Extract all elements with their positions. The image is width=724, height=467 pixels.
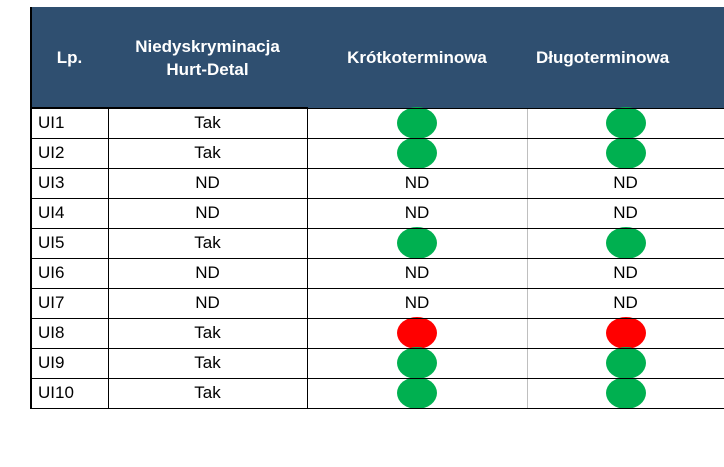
cell-lp: UI8 <box>38 323 65 342</box>
cell-dlugo <box>527 378 724 408</box>
cell-nied: Tak <box>194 383 221 402</box>
grid-hline <box>30 138 308 139</box>
status-green-dot-icon <box>397 377 437 409</box>
cell-dlugo <box>527 138 724 168</box>
cell-dlugo <box>527 228 724 258</box>
cell-krotko <box>307 318 527 348</box>
cell-krotko <box>307 348 527 378</box>
header-krotkoterminowa: Krótkoterminowa <box>347 48 487 67</box>
grid-hline <box>30 348 308 349</box>
grid-hline <box>30 258 308 259</box>
grid-hline <box>308 258 724 259</box>
status-green-dot-icon <box>606 107 646 139</box>
cell-krotko <box>307 138 527 168</box>
cell-krotko <box>307 108 527 138</box>
cell-dlugo <box>527 108 724 138</box>
cell-krotko <box>307 228 527 258</box>
cell-krotko <box>307 378 527 408</box>
cell-nied: ND <box>195 173 220 192</box>
status-green-dot-icon <box>397 137 437 169</box>
cell-nied: ND <box>195 293 220 312</box>
grid-hline <box>30 168 308 169</box>
status-red-dot-icon <box>397 317 437 349</box>
cell-lp: UI2 <box>38 143 65 162</box>
grid-hline <box>308 318 724 319</box>
cell-dlugo: ND <box>613 203 638 222</box>
grid-hline <box>308 288 724 289</box>
header-niedyskryminacja-line2: Hurt-Detal <box>166 59 249 79</box>
cell-nied: Tak <box>194 113 221 132</box>
grid-hline <box>308 108 724 109</box>
cell-nied: Tak <box>194 353 221 372</box>
cell-lp: UI7 <box>38 293 65 312</box>
header-dlugoterminowa: Długoterminowa <box>536 48 670 67</box>
cell-dlugo: ND <box>613 173 638 192</box>
cell-lp: UI4 <box>38 203 65 222</box>
cell-nied: Tak <box>194 323 221 342</box>
cell-lp: UI5 <box>38 233 65 252</box>
cell-krotko: ND <box>404 293 430 312</box>
cell-lp: UI9 <box>38 353 65 372</box>
grid-hline <box>30 107 308 109</box>
status-red-dot-icon <box>606 317 646 349</box>
status-green-dot-icon <box>397 107 437 139</box>
status-green-dot-icon <box>606 377 646 409</box>
grid-hline <box>308 168 724 169</box>
grid-hline <box>308 198 724 199</box>
grid-hline <box>30 228 308 229</box>
grid-hline <box>30 288 308 289</box>
cell-dlugo <box>527 348 724 378</box>
status-green-dot-icon <box>606 227 646 259</box>
cell-lp: UI6 <box>38 263 65 282</box>
cell-krotko: ND <box>404 263 430 282</box>
cell-nied: Tak <box>194 143 221 162</box>
grid-hline <box>30 378 308 379</box>
grid-hline <box>30 408 308 409</box>
cell-krotko: ND <box>404 203 430 222</box>
header-niedyskryminacja <box>108 7 307 108</box>
grid-hline <box>308 408 724 409</box>
cell-dlugo <box>527 318 724 348</box>
cell-lp: UI3 <box>38 173 65 192</box>
grid-hline <box>30 198 308 199</box>
status-green-dot-icon <box>606 137 646 169</box>
cell-krotko: ND <box>404 173 430 192</box>
grid-hline <box>308 228 724 229</box>
cell-lp: UI1 <box>38 113 65 132</box>
grid-hline <box>308 138 724 139</box>
status-green-dot-icon <box>397 227 437 259</box>
status-green-dot-icon <box>397 347 437 379</box>
cell-nied: ND <box>195 203 220 222</box>
status-green-dot-icon <box>606 347 646 379</box>
cell-dlugo: ND <box>613 263 638 282</box>
grid-hline <box>308 348 724 349</box>
cell-nied: ND <box>195 263 220 282</box>
grid-hline <box>308 378 724 379</box>
cell-nied: Tak <box>194 233 221 252</box>
cell-dlugo: ND <box>613 293 638 312</box>
grid-hline <box>30 318 308 319</box>
header-lp: Lp. <box>56 48 83 67</box>
cell-lp: UI10 <box>38 383 74 402</box>
header-niedyskryminacja-line1: Niedyskryminacja <box>135 36 280 56</box>
